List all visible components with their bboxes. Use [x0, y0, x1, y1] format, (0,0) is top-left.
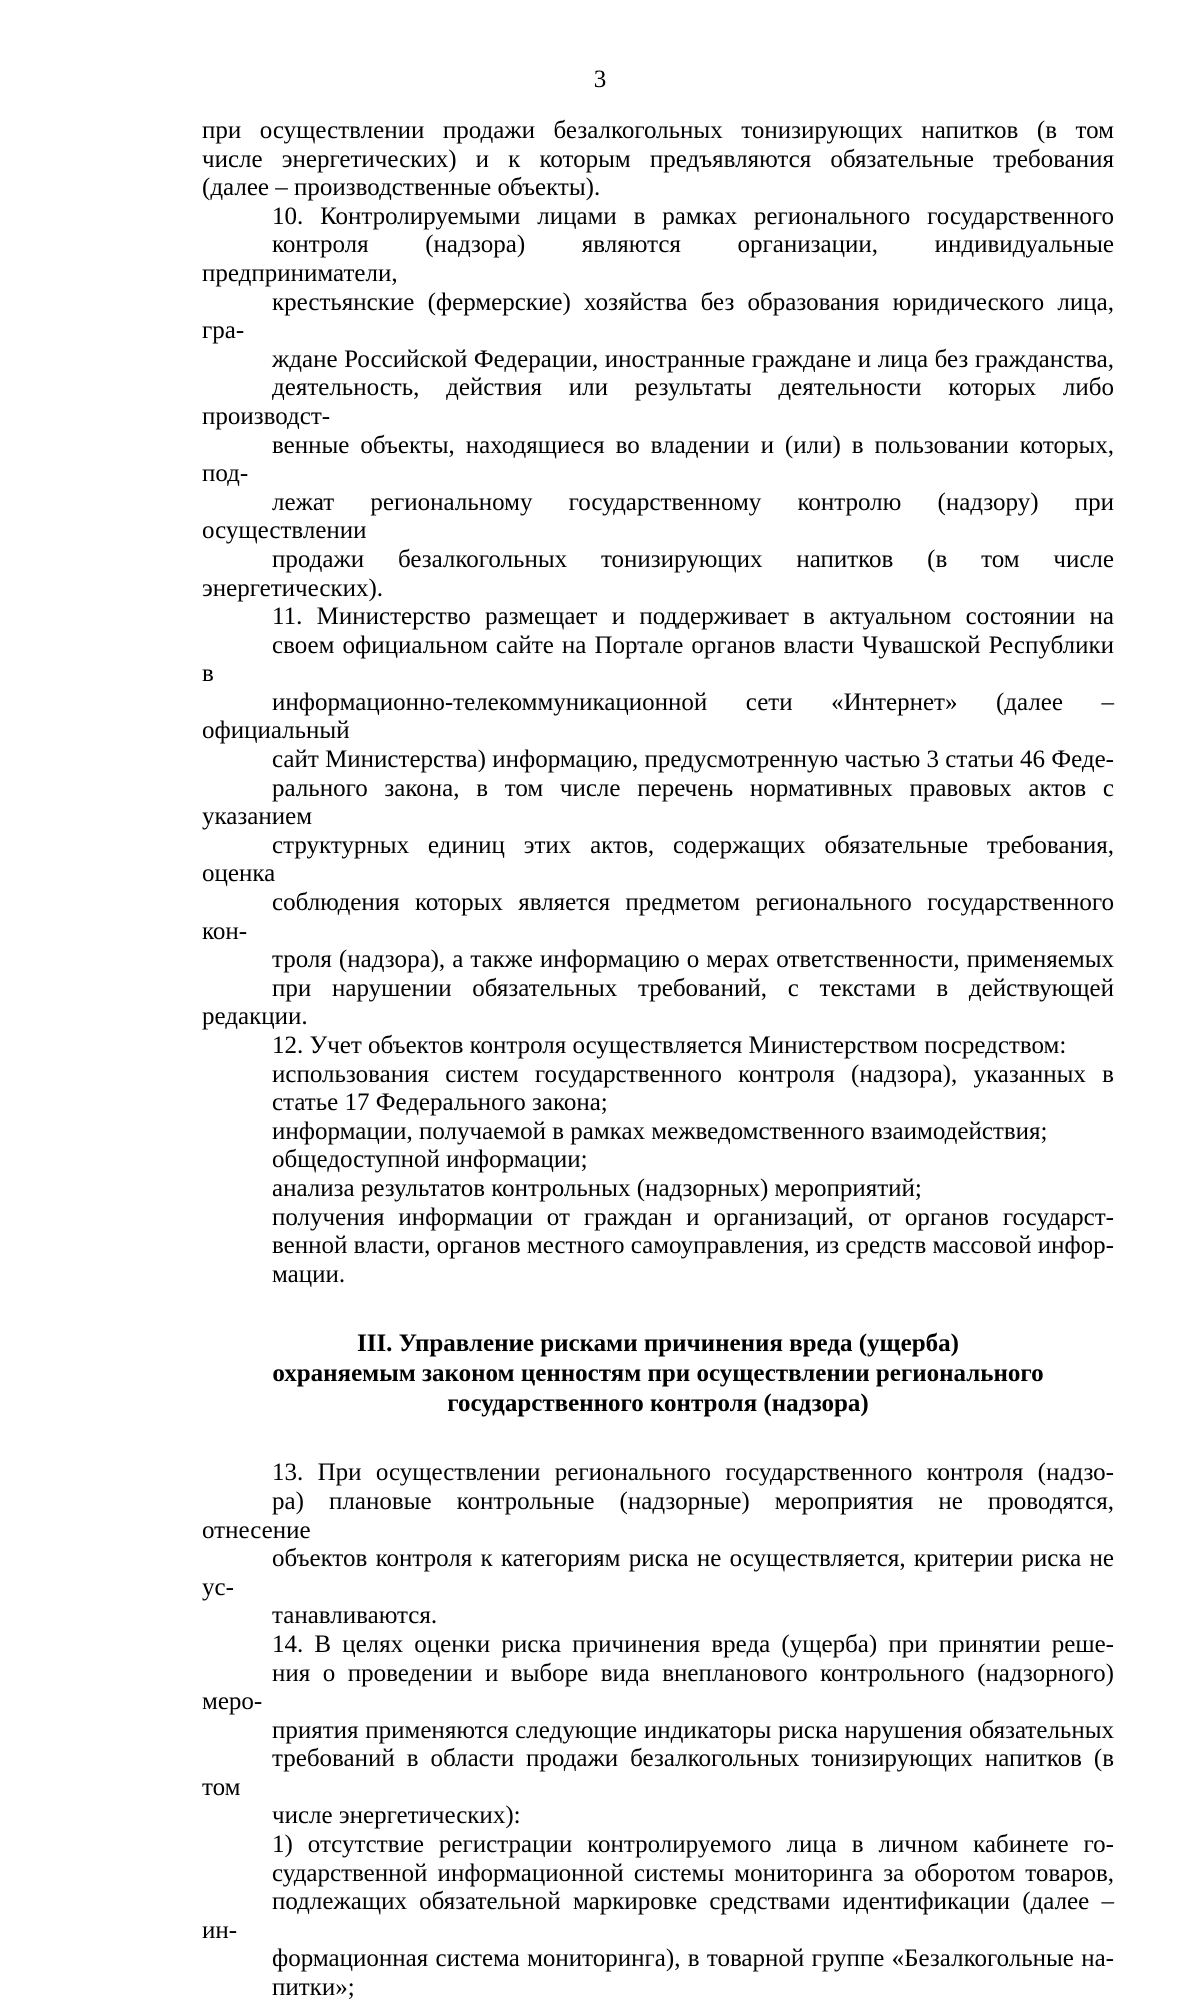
section-heading-line: охраняемым законом ценностям при осуществлении регионального — [272, 1360, 1044, 1388]
paragraph-p-12-3 — [202, 1146, 1114, 1175]
text-line: 1) отсутствие регистрации контролируемого лица в личном кабинете го- — [272, 1831, 1114, 1859]
text-line: информационно-телекоммуникационной сети «Интернет» (далее – официальный — [202, 688, 1114, 745]
section-heading-line: III. Управление рисками причинения вреда (ущерба) — [357, 1330, 959, 1358]
text-line: сайт Министерства) информацию, предусмотренную частью 3 статьи 46 Феде- — [272, 746, 1114, 774]
text-line: при нарушении обязательных требований, с текстами в действующей редакции. — [202, 974, 1114, 1031]
paragraph-p-14-1 — [202, 1831, 1114, 2003]
paragraph-p-10 — [202, 203, 1114, 603]
paragraph-p-12 — [202, 1032, 1114, 1061]
text-line: приятия применяются следующие индикаторы риска нарушения обязательных — [272, 1716, 1114, 1744]
text-line: ждане Российской Федерации, иностранные граждане и лица без гражданства, — [272, 345, 1114, 373]
text-line: сударственной информационной системы мониторинга за оборотом товаров, — [272, 1859, 1114, 1887]
paragraph-p-12-2 — [202, 1118, 1114, 1147]
text-line: 14. В целях оценки риска причинения вреда (ущерба) при принятии реше- — [272, 1630, 1114, 1658]
text-line: подлежащих обязательной маркировке средствами идентификации (далее – ин- — [202, 1888, 1114, 1944]
text-line: объектов контроля к категориям риска не осуществляется, критерии риска не ус- — [202, 1545, 1114, 1601]
paragraph-p-12-1 — [202, 1061, 1114, 1118]
text-line: при осуществлении продажи безалкогольных тонизирующих напитков (в том — [202, 117, 1114, 144]
text-line: танавливаются. — [272, 1602, 438, 1630]
paragraph-p-13 — [202, 1459, 1114, 1631]
paragraph-p-12-5 — [202, 1204, 1114, 1290]
text-line: троля (надзора), а также информацию о мерах ответственности, применяемых — [272, 946, 1114, 974]
text-line: мации. — [272, 1260, 346, 1288]
text-line: лежат региональному государственному контролю (надзору) при осуществлении — [202, 488, 1114, 545]
paragraph-p-14 — [202, 1631, 1114, 1831]
paragraph-p-11 — [202, 603, 1114, 1032]
text-line: числе энергетических): — [272, 1802, 521, 1830]
text-line: 13. При осуществлении регионального государственного контроля (надзо- — [272, 1459, 1114, 1487]
text-line: числе энергетических) и к которым предъявляются обязательные требования — [202, 145, 1114, 173]
text-line: анализа результатов контрольных (надзорных) мероприятий; — [272, 1174, 922, 1202]
text-line: питки»; — [272, 1974, 355, 2002]
text-line: ния о проведении и выборе вида внепланового контрольного (надзорного) меро- — [202, 1659, 1114, 1716]
text-line: (далее – производственные объекты). — [202, 174, 601, 202]
text-line: крестьянские (фермерские) хозяйства без образования юридического лица, гра- — [202, 288, 1114, 345]
section-heading — [202, 1329, 1114, 1419]
text-line: венные объекты, находящиеся во владении и (или) в пользовании которых, под- — [202, 431, 1114, 488]
text-line: своем официальном сайте на Портале органов власти Чувашской Республики в — [202, 631, 1114, 688]
text-line: контроля (надзора) являются организации, индивидуальные предприниматели, — [202, 231, 1114, 287]
paragraph-p-12-4 — [202, 1175, 1114, 1204]
text-line: 10. Контролируемыми лицами в рамках регионального государственного — [272, 202, 1114, 230]
text-line: статье 17 Федерального закона; — [272, 1089, 608, 1117]
paragraph-p-cont — [202, 117, 1114, 203]
section-heading-line: государственного контроля (надзора) — [447, 1390, 869, 1418]
text-line: требований в области продажи безалкогольных тонизирующих напитков (в том — [202, 1745, 1114, 1801]
text-line: структурных единиц этих актов, содержащих обязательные требования, оценка — [202, 831, 1114, 888]
text-line: получения информации от граждан и организаций, от органов государст- — [272, 1203, 1114, 1231]
text-line: 11. Министерство размещает и поддерживает в актуальном состоянии на — [272, 603, 1114, 631]
paragraphs-section-iii — [202, 1459, 1114, 2002]
text-line: рального закона, в том числе перечень нормативных правовых актов с указанием — [202, 774, 1114, 831]
text-line: соблюдения которых является предметом регионального государственного кон- — [202, 889, 1114, 945]
document-body — [202, 117, 1114, 2003]
text-line: использования систем государственного контроля (надзора), указанных в — [272, 1060, 1114, 1088]
text-line: деятельность, действия или результаты деятельности которых либо производст- — [202, 374, 1114, 430]
text-line: 12. Учет объектов контроля осуществляется Министерством посредством: — [272, 1032, 1067, 1059]
text-line: общедоступной информации; — [272, 1146, 588, 1174]
paragraphs-section-ii — [202, 117, 1114, 1289]
text-line: венной власти, органов местного самоуправления, из средств массовой инфор- — [272, 1232, 1114, 1260]
text-line: ра) плановые контрольные (надзорные) мероприятия не проводятся, отнесение — [202, 1487, 1114, 1544]
page-number: 3 — [593, 66, 607, 93]
text-line: формационная система мониторинга), в товарной группе «Безалкогольные на- — [272, 1945, 1114, 1973]
text-line: информации, получаемой в рамках межведомственного взаимодействия; — [272, 1117, 1048, 1145]
text-line: продажи безалкогольных тонизирующих напитков (в том числе энергетических). — [202, 545, 1114, 602]
